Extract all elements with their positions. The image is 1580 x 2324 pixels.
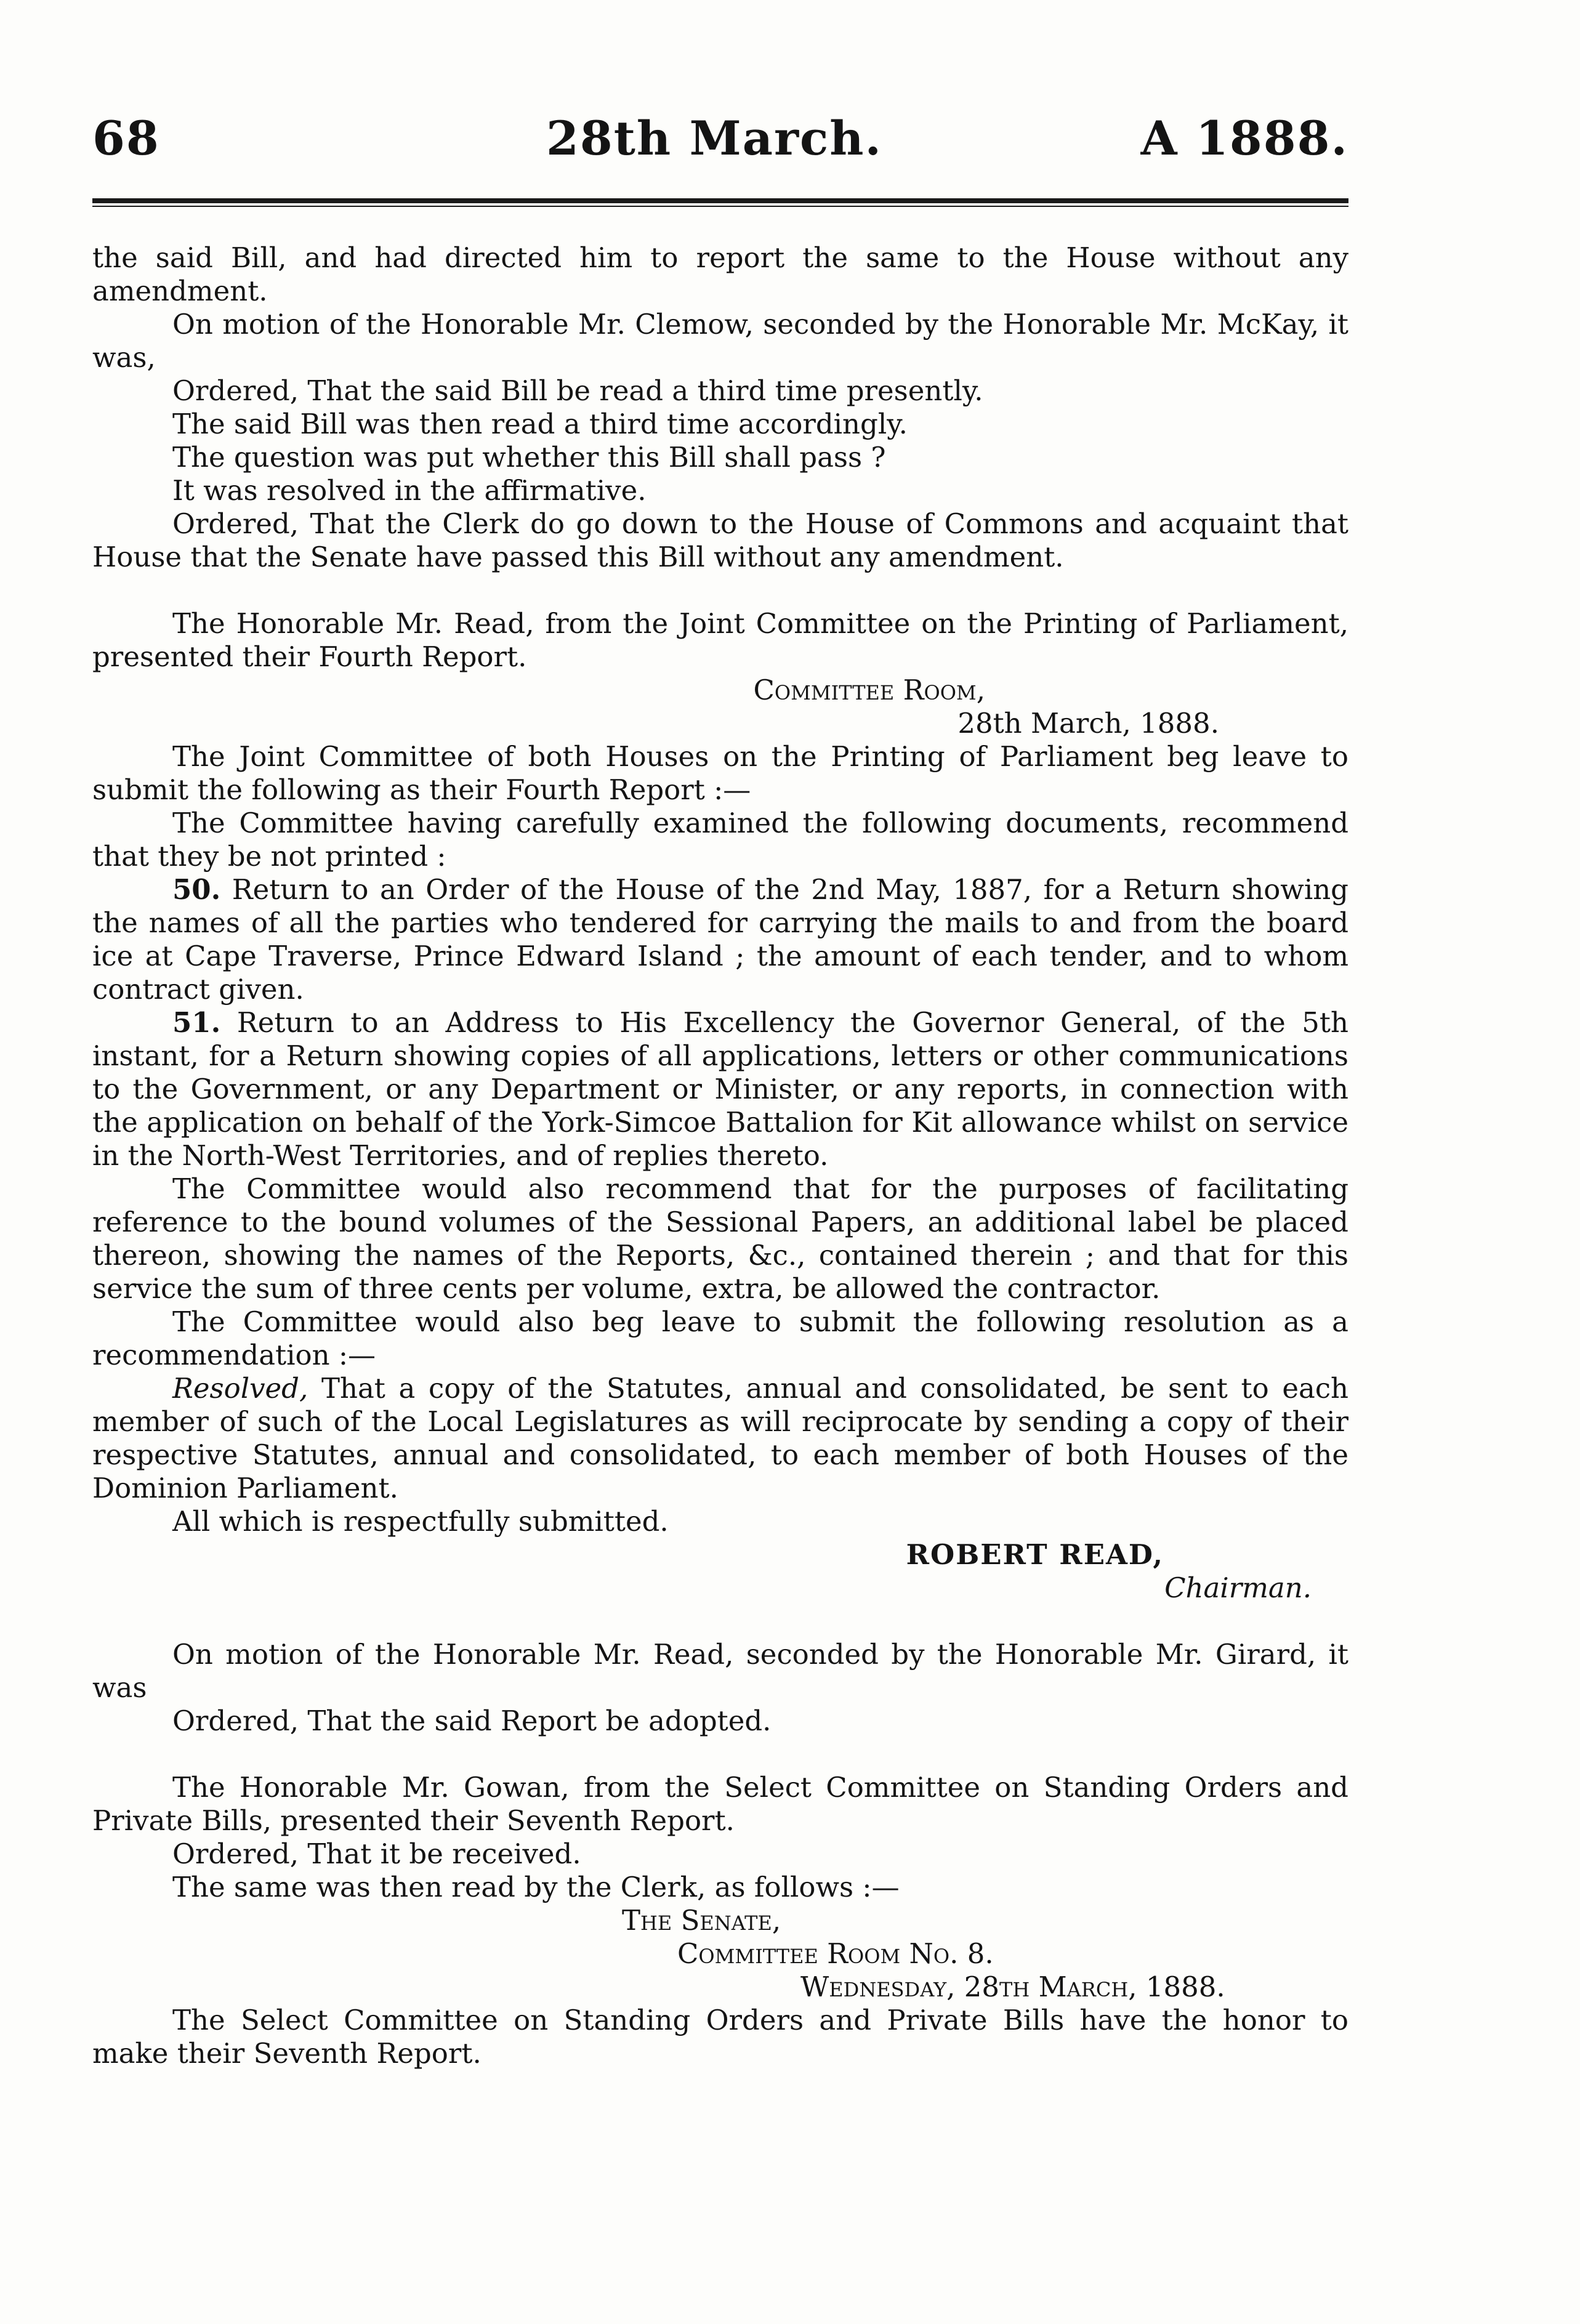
header-date: 28th March. <box>546 111 882 166</box>
item-number: 51. <box>172 1006 221 1039</box>
paragraph <box>92 1305 1348 1372</box>
paragraph <box>92 2004 1348 2070</box>
paragraph <box>92 1006 1348 1172</box>
document-body <box>92 241 1348 2070</box>
paragraph <box>92 873 1348 1006</box>
paragraph <box>92 1505 1348 1538</box>
paragraph <box>92 1172 1348 1305</box>
paragraph-text: Committee Room No. 8. <box>677 1937 994 1970</box>
paragraph-text: The question was put whether this Bill shall pass ? <box>172 441 886 474</box>
paragraph-text: ROBERT READ, <box>906 1538 1164 1571</box>
paragraph <box>92 1971 1348 2004</box>
paragraph <box>92 1838 1348 1871</box>
paragraph-text: The Committee would also recommend that for the purposes of facilitating reference to the bound volumes of the Sessional Papers, an additional label be placed thereon, showing the names of the Reports, &c., contained therein ; and that for this service the sum of three cents per volume, extra, be allowed the contractor. <box>92 1172 1348 1305</box>
paragraph-text: Return to an Address to His Excellency the Governor General, of the 5th instant, for a Return showing copies of all applications, letters or other communications to the Government, or any Department or Minister, or any reports, in connection with the application on behalf of the York-Simcoe Battalion for Kit allowance whilst on service in the North-West Territories, and of replies thereto. <box>92 1006 1348 1172</box>
paragraph-text: The Honorable Mr. Gowan, from the Select Committee on Standing Orders and Private Bills, presented their Seventh Report. <box>92 1771 1348 1837</box>
paragraph-gap <box>92 574 1348 607</box>
paragraph-text: All which is respectfully submitted. <box>172 1505 669 1538</box>
paragraph-text: The Committee having carefully examined the following documents, recommend that they be not printed : <box>92 807 1348 873</box>
paragraph <box>92 241 1348 308</box>
paragraph-gap <box>92 1605 1348 1638</box>
paragraph-text: The Joint Committee of both Houses on the Printing of Parliament beg leave to submit the following as their Fourth Report :— <box>92 740 1348 806</box>
page-header <box>80 92 1348 179</box>
paragraph <box>92 441 1348 474</box>
header-year: A 1888. <box>1140 111 1348 166</box>
paragraph <box>92 1572 1348 1605</box>
paragraph-text: Committee Room, <box>753 674 985 706</box>
paragraph-text: The Honorable Mr. Read, from the Joint Committee on the Printing of Parliament, presented their Fourth Report. <box>92 607 1348 673</box>
paragraph-text: The Select Committee on Standing Orders and Private Bills have the honor to make their Seventh Report. <box>92 2004 1348 2070</box>
paragraph <box>92 707 1348 740</box>
paragraph-text: 28th March, 1888. <box>957 707 1219 740</box>
header-rule-thin <box>92 206 1348 207</box>
paragraph <box>92 740 1348 807</box>
resolution-lead: Resolved, <box>172 1372 308 1405</box>
paragraph-text: On motion of the Honorable Mr. Read, seconded by the Honorable Mr. Girard, it was <box>92 1638 1348 1704</box>
paragraph-gap <box>92 1738 1348 1771</box>
paragraph-text: Wednesday, 28th March, 1888. <box>800 1971 1225 2003</box>
paragraph-text: Ordered, That the said Report be adopted. <box>172 1705 772 1737</box>
paragraph-text: On motion of the Honorable Mr. Clemow, seconded by the Honorable Mr. McKay, it was, <box>92 308 1348 374</box>
item-number: 50. <box>172 873 221 906</box>
paragraph-text: The said Bill was then read a third time accordingly. <box>172 408 908 440</box>
paragraph-text: The Senate, <box>622 1904 781 1937</box>
paragraph <box>92 474 1348 507</box>
paragraph-text: The same was then read by the Clerk, as follows :— <box>172 1871 900 1903</box>
paragraph-text: The Committee would also beg leave to submit the following resolution as a recommendation :— <box>92 1305 1348 1371</box>
paragraph <box>92 1705 1348 1738</box>
paragraph <box>92 1638 1348 1705</box>
paragraph-text: Chairman. <box>1164 1572 1312 1604</box>
paragraph-text: Ordered, That the said Bill be read a third time presently. <box>172 374 983 407</box>
paragraph <box>92 1904 1348 1937</box>
paragraph-text: That a copy of the Statutes, annual and consolidated, be sent to each member of such of the Local Legislatures as will reciprocate by sending a copy of their respective Statutes, annual and consolidated, to each member of both Houses of the Dominion Parliament. <box>92 1372 1349 1504</box>
paragraph <box>92 1538 1348 1572</box>
paragraph <box>92 1871 1348 1904</box>
paragraph-text: the said Bill, and had directed him to report the same to the House without any amendment. <box>92 241 1348 307</box>
paragraph-text: Return to an Order of the House of the 2nd May, 1887, for a Return showing the names of all the parties who tendered for carrying the mails to and from the board ice at Cape Traverse, Prince Edward Island ; the amount of each tender, and to whom contract given. <box>92 873 1348 1006</box>
paragraph <box>92 408 1348 441</box>
paragraph <box>92 607 1348 674</box>
paragraph <box>92 1937 1348 1971</box>
page-number: 68 <box>92 111 160 166</box>
paragraph <box>92 1372 1348 1505</box>
paragraph <box>92 374 1348 408</box>
paragraph <box>92 807 1348 873</box>
paragraph <box>92 1771 1348 1838</box>
paragraph <box>92 507 1348 574</box>
paragraph <box>92 674 1348 707</box>
paragraph-text: Ordered, That the Clerk do go down to the House of Commons and acquaint that House that the Senate have passed this Bill without any amendment. <box>92 507 1348 573</box>
paragraph-text: Ordered, That it be received. <box>172 1838 581 1870</box>
paragraph <box>92 308 1348 374</box>
header-rule <box>92 198 1348 203</box>
paragraph-text: It was resolved in the affirmative. <box>172 474 647 507</box>
